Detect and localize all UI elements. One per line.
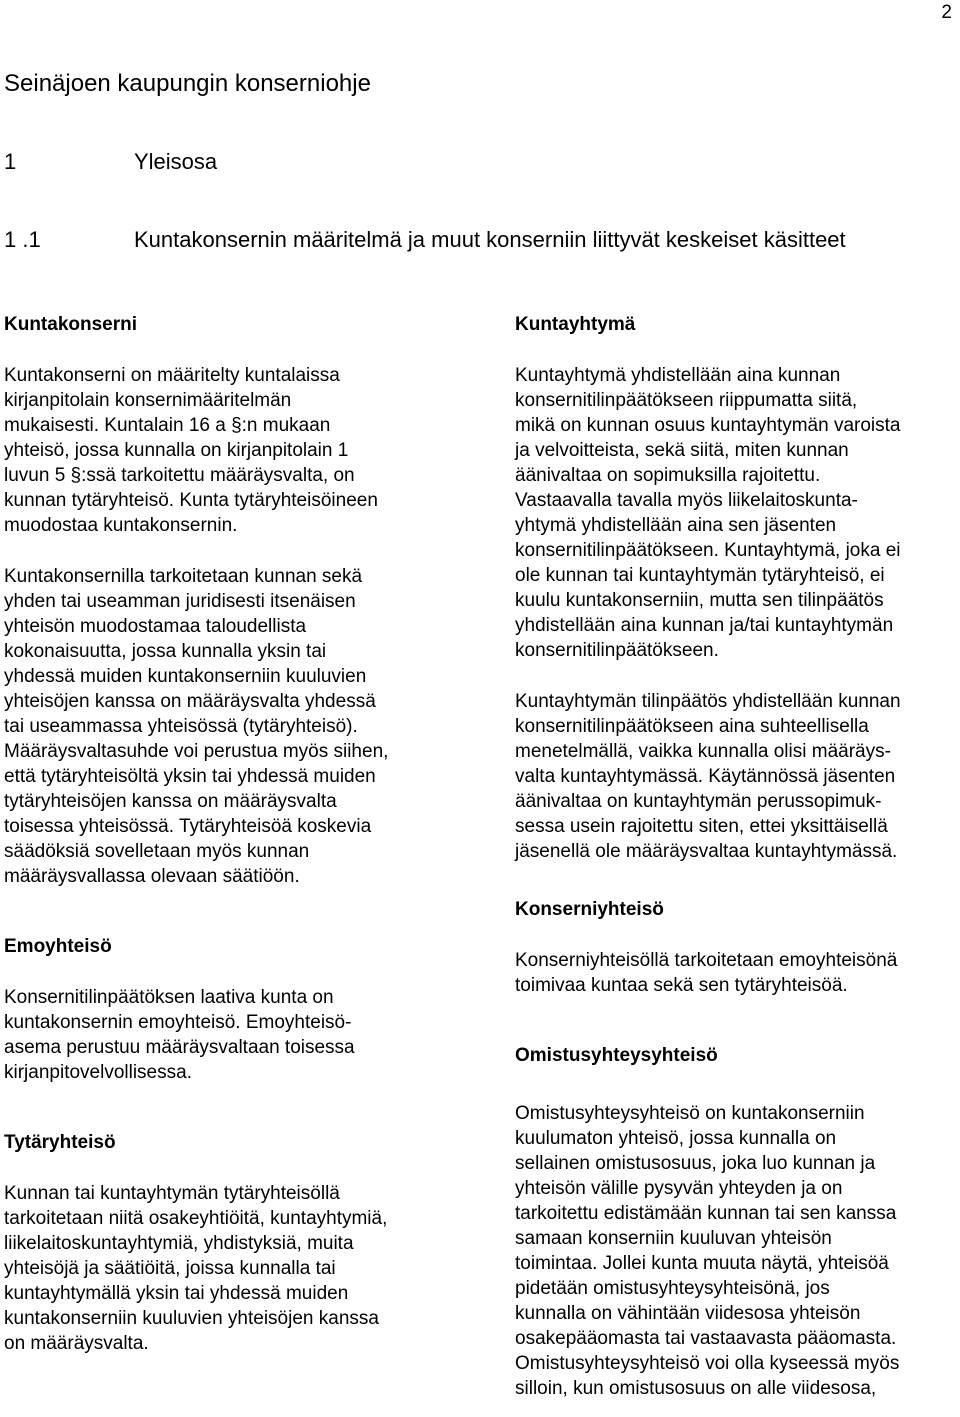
text-line: Omistusyhteysyhteisö voi olla kyseessä myös	[515, 1353, 900, 1374]
text-line: kuulu kuntakonserniin, mutta sen tilinpäätös	[515, 590, 884, 611]
text-line: äänivaltaa on kuntayhtymän perussopimuk-	[515, 791, 882, 812]
heading-konserniyhteiso: Konserniyhteisö	[515, 899, 664, 920]
section-label: Kuntakonsernin määritelmä ja muut konserniin liittyvät keskeiset käsitteet	[134, 227, 846, 252]
page-number: 2	[941, 2, 952, 23]
text-line: toisessa yhteisössä. Tytäryhteisöä koskevia	[4, 816, 372, 837]
text-line: määräysvallassa olevaan säätiöön.	[4, 866, 300, 887]
text-line: säädöksiä sovelletaan myös kunnan	[4, 841, 310, 862]
text-line: kirjanpitovelvollisessa.	[4, 1062, 192, 1083]
text-line: konsernitilinpäätökseen riippumatta siitä,	[515, 390, 858, 411]
text-line: Kuntakonsernilla tarkoitetaan kunnan sekä	[4, 566, 363, 587]
text-line: valta kuntayhtymässä. Käytännössä jäsenten	[515, 766, 896, 787]
text-line: Määräysvaltasuhde voi perustua myös siihen,	[4, 741, 389, 762]
text-line: kuntakonserniin kuuluvien yhteisöjen kanssa	[4, 1308, 379, 1329]
section-number: 1	[4, 149, 17, 174]
text-line: on määräysvalta.	[4, 1333, 149, 1354]
section-heading-1-1	[4, 227, 846, 253]
section-heading-1	[4, 149, 217, 175]
text-line: Kuntakonserni on määritelty kuntalaissa	[4, 365, 340, 386]
section-label: Yleisosa	[134, 149, 218, 174]
paragraph-kuntakonserni-1	[4, 363, 464, 538]
text-line: että tytäryhteisöltä yksin tai yhdessä muiden	[4, 766, 376, 787]
text-line: osakepääomasta tai vastaavasta pääomasta.	[515, 1328, 897, 1349]
text-line: asema perustuu määräysvaltaan toisessa	[4, 1037, 355, 1058]
paragraph-kuntayhtyma-1	[515, 363, 960, 663]
text-line: menetelmällä, vaikka kunnalla olisi määräys-	[515, 741, 891, 762]
text-line: yhtymä yhdistellään aina sen jäsenten	[515, 515, 837, 536]
text-line: sellainen omistusosuus, joka luo kunnan ja	[515, 1153, 876, 1174]
text-line: liikelaitoskuntayhtymiä, yhdistyksiä, muita	[4, 1233, 354, 1254]
paragraph-omistusyhteysyhteiso	[515, 1101, 960, 1401]
text-line: yhteisöjä ja säätiöitä, joissa kunnalla tai	[4, 1258, 336, 1279]
text-line: tarkoitetaan niitä osakeyhtiöitä, kuntayhtymiä,	[4, 1208, 388, 1229]
paragraph-tytaryhteiso	[4, 1181, 464, 1356]
text-line: mukaisesti. Kuntalain 16 a §:n mukaan	[4, 415, 331, 436]
text-line: kunnalla on vähintään viidesosa yhteisön	[515, 1303, 861, 1324]
text-line: yhteisön muodostamaa taloudellista	[4, 616, 307, 637]
paragraph-konserniyhteiso	[515, 948, 960, 998]
text-line: jäsenellä ole määräysvaltaa kuntayhtymässä.	[515, 841, 898, 862]
text-line: kirjanpitolain konsernimääritelmän	[4, 390, 292, 411]
text-line: pidetään omistusyhteysyhteisönä, jos	[515, 1278, 830, 1299]
text-line: luvun 5 §:ssä tarkoitettu määräysvalta, on	[4, 465, 355, 486]
right-column	[515, 312, 960, 1401]
text-line: ja velvoitteista, sekä siitä, miten kunnan	[515, 440, 849, 461]
text-line: Kunnan tai kuntayhtymän tytäryhteisöllä	[4, 1183, 340, 1204]
text-line: toimintaa. Jollei kunta muuta näytä, yhteisöä	[515, 1253, 889, 1274]
text-line: muodostaa kuntakonsernin.	[4, 515, 238, 536]
section-number: 1 .1	[4, 227, 41, 252]
text-line: yhdistellään aina kunnan ja/tai kuntayhtymän	[515, 615, 894, 636]
left-column	[4, 312, 464, 1356]
paragraph-emoyhteiso	[4, 985, 464, 1085]
text-line: kuntayhtymällä yksin tai yhdessä muiden	[4, 1283, 349, 1304]
heading-kuntakonserni: Kuntakonserni	[4, 314, 138, 335]
text-line: tarkoitettu edistämään kunnan tai sen kanssa	[515, 1203, 897, 1224]
text-line: yhden tai useamman juridisesti itsenäisen	[4, 591, 356, 612]
text-line: konsernitilinpäätökseen. Kuntayhtymä, joka ei	[515, 540, 901, 561]
paragraph-kuntakonserni-2	[4, 564, 464, 889]
heading-kuntayhtyma: Kuntayhtymä	[515, 314, 636, 335]
text-line: yhdessä muiden kuntakonserniin kuuluvien	[4, 666, 367, 687]
text-line: konsernitilinpäätökseen.	[515, 640, 719, 661]
text-line: Vastaavalla tavalla myös liikelaitoskunta-	[515, 490, 858, 511]
text-line: Kuntayhtymä yhdistellään aina kunnan	[515, 365, 841, 386]
text-line: yhteisön välille pysyvän yhteyden ja on	[515, 1178, 843, 1199]
text-line: Konserniyhteisöllä tarkoitetaan emoyhteisönä	[515, 950, 898, 971]
text-line: samaan konserniin kuuluvan yhteisön	[515, 1228, 832, 1249]
text-line: äänivaltaa on sopimuksilla rajoitettu.	[515, 465, 821, 486]
text-line: tytäryhteisöjen kanssa on määräysvalta	[4, 791, 337, 812]
text-line: yhteisöjen kanssa on määräysvalta yhdessä	[4, 691, 376, 712]
paragraph-kuntayhtyma-2	[515, 689, 960, 864]
text-line: konsernitilinpäätökseen aina suhteellisella	[515, 716, 869, 737]
text-line: kuntakonsernin emoyhteisö. Emoyhteisö-	[4, 1012, 352, 1033]
text-line: toimivaa kuntaa sekä sen tytäryhteisöä.	[515, 975, 848, 996]
heading-tytaryhteiso: Tytäryhteisö	[4, 1132, 116, 1153]
text-line: tai useammassa yhteisössä (tytäryhteisö).	[4, 716, 358, 737]
text-line: Omistusyhteysyhteisö on kuntakonserniin	[515, 1103, 865, 1124]
text-line: kokonaisuutta, jossa kunnalla yksin tai	[4, 641, 327, 662]
heading-omistusyhteysyhteiso: Omistusyhteysyhteisö	[515, 1045, 718, 1066]
text-line: sessa usein rajoitettu siten, ettei yksittäisellä	[515, 816, 888, 837]
heading-emoyhteiso: Emoyhteisö	[4, 936, 112, 957]
text-line: Konsernitilinpäätöksen laativa kunta on	[4, 987, 334, 1008]
text-line: kuulumaton yhteisö, jossa kunnalla on	[515, 1128, 837, 1149]
text-line: kunnan tytäryhteisö. Kunta tytäryhteisöineen	[4, 490, 378, 511]
text-line: Kuntayhtymän tilinpäätös yhdistellään kunnan	[515, 691, 901, 712]
text-line: silloin, kun omistusosuus on alle viidesosa,	[515, 1378, 877, 1399]
text-line: yhteisö, jossa kunnalla on kirjanpitolain 1	[4, 440, 349, 461]
document-title: Seinäjoen kaupungin konserniohje	[4, 70, 371, 97]
text-line: ole kunnan tai kuntayhtymän tytäryhteisö, ei	[515, 565, 885, 586]
text-line: mikä on kunnan osuus kuntayhtymän varoista	[515, 415, 901, 436]
